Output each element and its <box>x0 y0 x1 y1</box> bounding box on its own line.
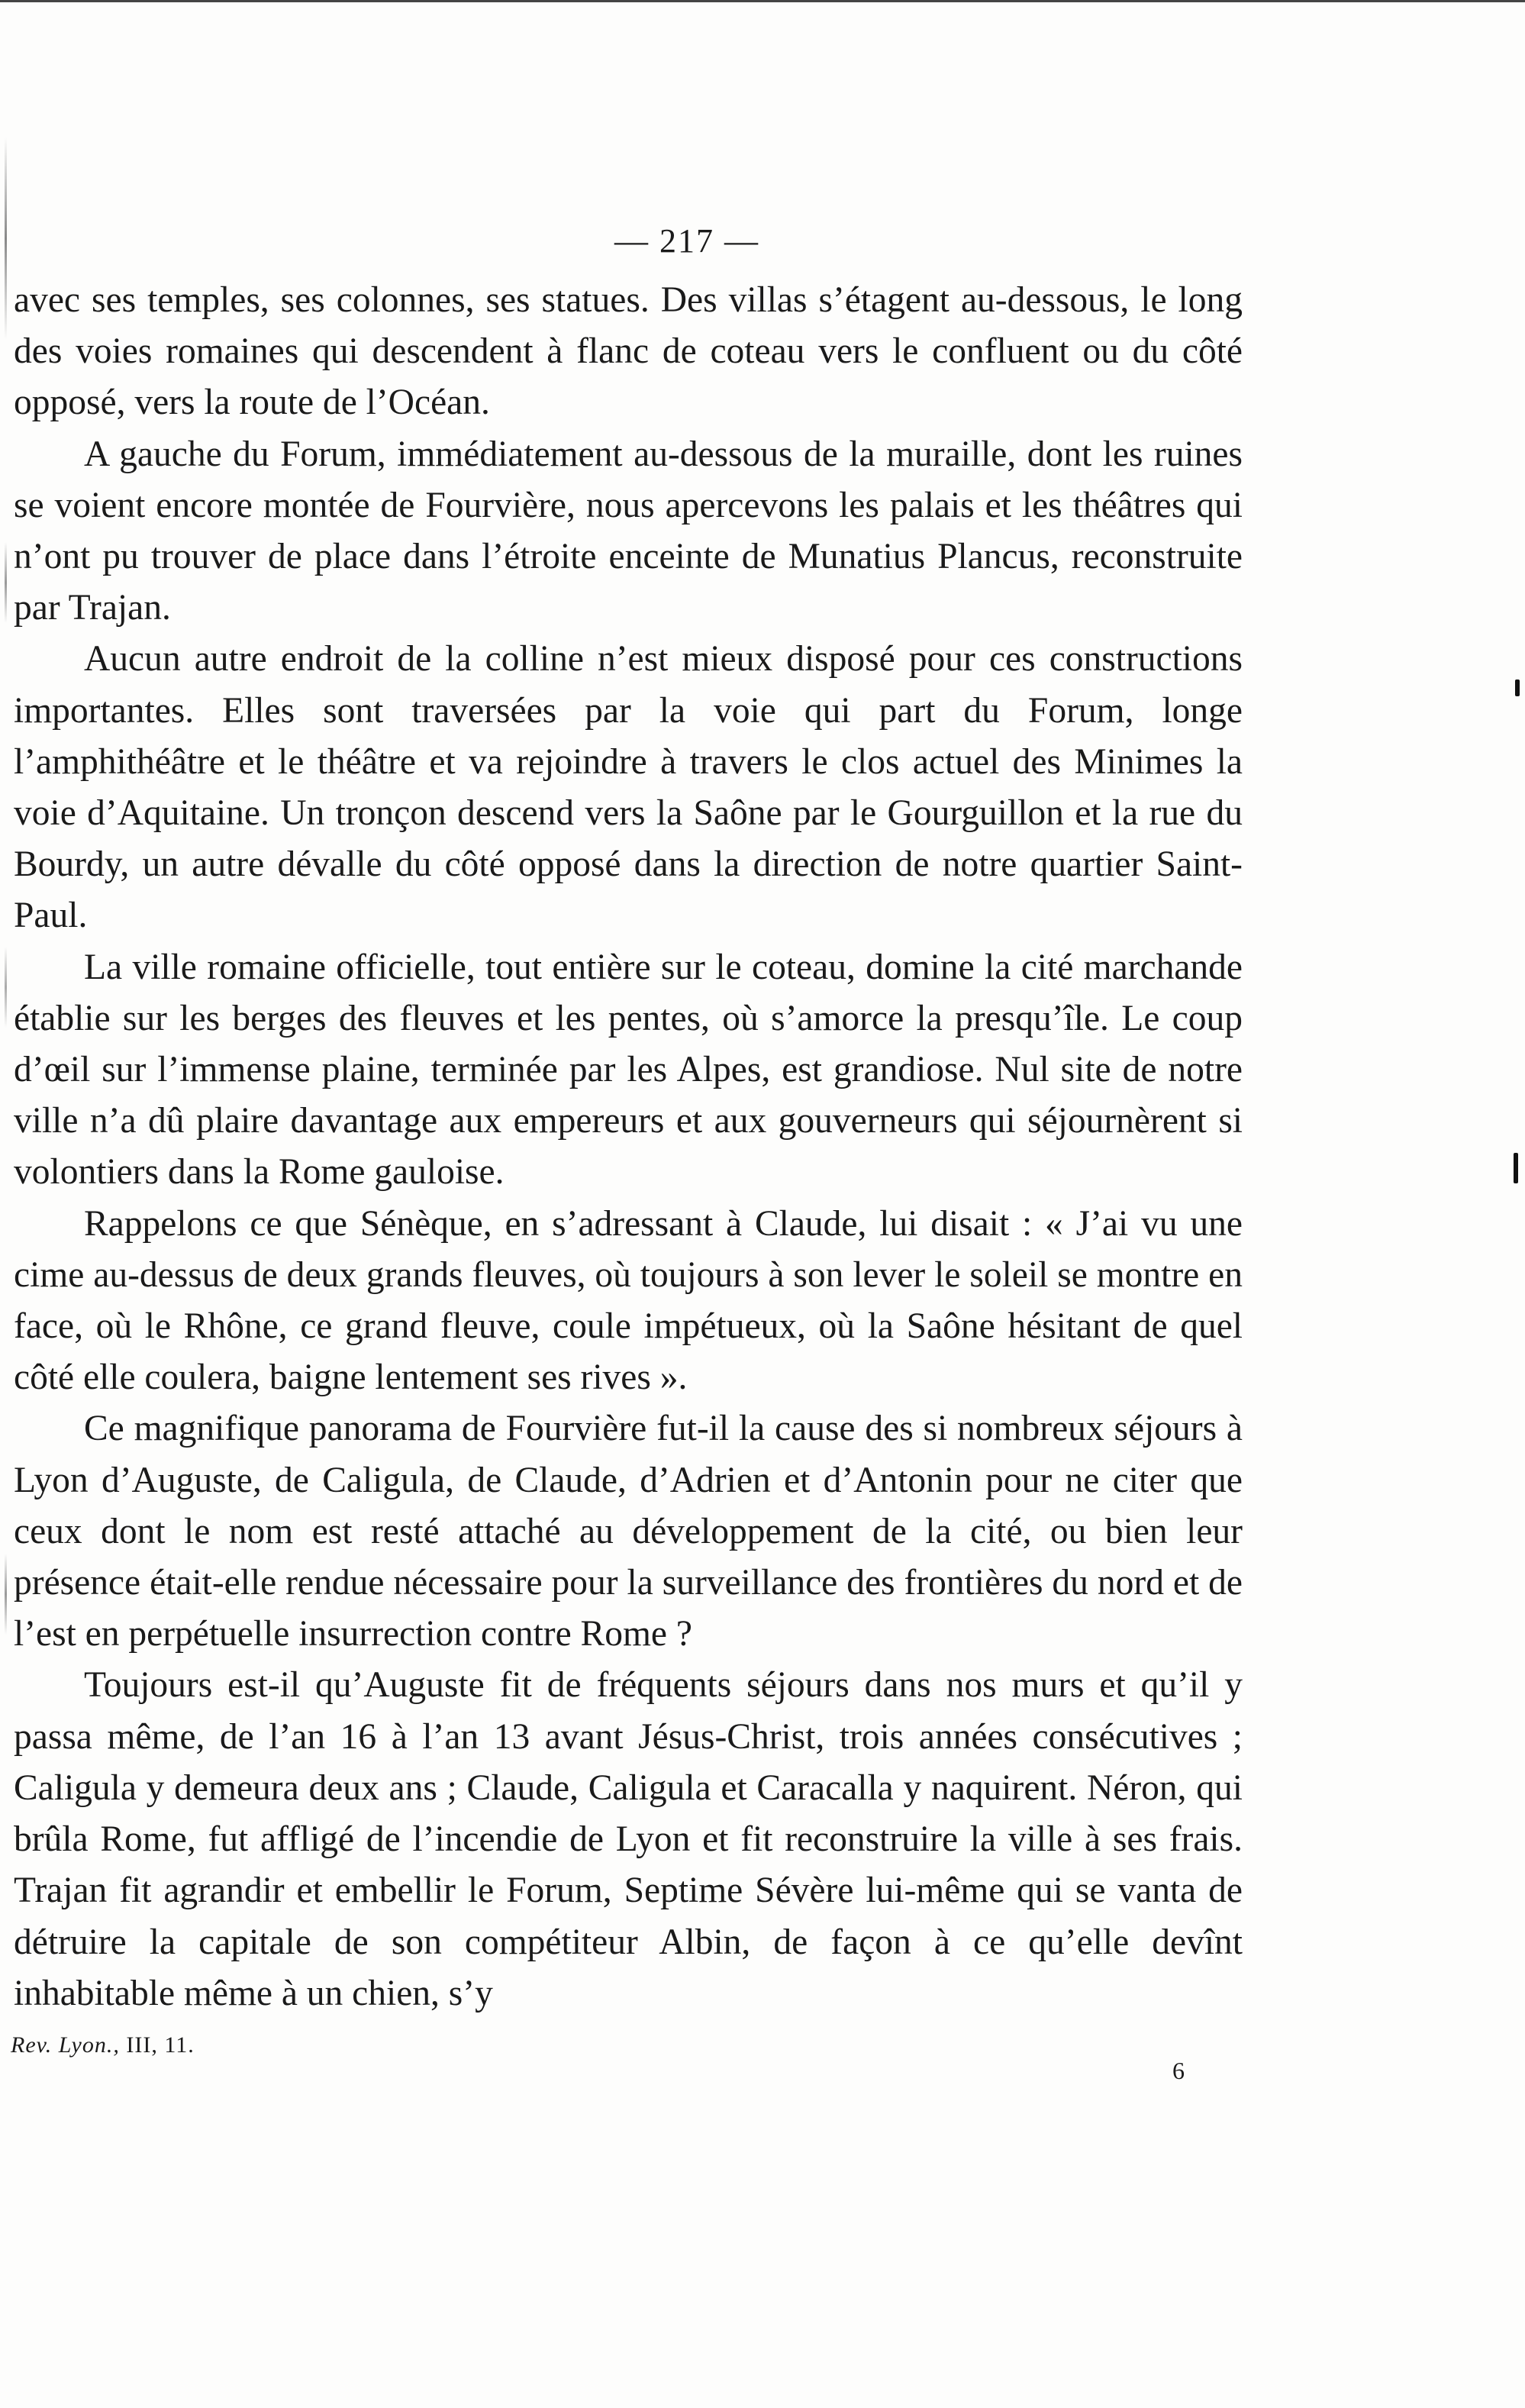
paragraph: Rappelons ce que Sénèque, en s’adressant à Claude, lui disait : « J’ai vu une cime au-dessus de deux grands fleuves, où toujours à son lever le soleil se montre en face, où le Rhône, ce grand fleuve, coule impétueux, où la Saône hésitant de quel côté elle coulera, baigne lentement ses rives ». <box>14 1203 1243 1398</box>
right-margin-mark <box>1514 1153 1518 1183</box>
paragraph: La ville romaine officielle, tout entière sur le coteau, domine la cité marchande établie sur les berges des fleuves et les pentes, où s’amorce la presqu’île. Le coup d’œil sur l’immense plaine, terminée par les Alpes, est grandiose. Nul site de notre ville n’a dû plaire davantage aux empereurs et aux gouverneurs qui séjournèrent si volontiers dans la Rome gauloise. <box>14 947 1243 1193</box>
paragraph: Aucun autre endroit de la colline n’est mieux disposé pour ces constructions importantes. Elles sont traversées par la voie qui part du Forum, longe l’amphithéâtre et le théâtre et va rejoindre à travers le clos actuel des Minimes la voie d’Aquitaine. Un tronçon descend vers la Saône par le Gourguillon et la rue du Bourdy, un autre dévalle du côté opposé dans la direction de notre quartier Saint-Paul. <box>14 639 1243 936</box>
paragraph: Ce magnifique panorama de Fourvière fut-il la cause des si nombreux séjours à Lyon d’Auguste, de Caligula, de Claude, d’Adrien et d’Antonin pour ne citer que ceux dont le nom est resté attaché au développement de la cité, ou bien leur présence était-elle rendue nécessaire pour la surveillance des frontières du nord et de l’est en perpétuelle insurrection contre Rome ? <box>14 1409 1243 1654</box>
page-number: — 217 — <box>614 222 759 260</box>
footer-source <box>11 2032 195 2058</box>
right-margin-mark <box>1515 679 1520 696</box>
top-border-line <box>0 0 1525 7</box>
footer-source-title: Rev. Lyon., <box>11 2032 120 2058</box>
paragraph: avec ses temples, ses colonnes, ses statues. Des villas s’étagent au-dessous, le long des voies romaines qui descendent à flanc de coteau vers le confluent ou du côté opposé, vers la route de l’Océan. <box>14 280 1243 423</box>
paragraph: A gauche du Forum, immédiatement au-dessous de la muraille, dont les ruines se voient encore montée de Fourvière, nous apercevons les palais et les théâtres qui n’ont pu trouver de place dans l’étroite enceinte de Munatius Plancus, reconstruite par Trajan. <box>14 434 1243 628</box>
paragraph: Toujours est-il qu’Auguste fit de fréquents séjours dans nos murs et qu’il y passa même, de l’an 16 à l’an 13 avant Jésus-Christ, trois années consécutives ; Caligula y demeura deux ans ; Claude, Caligula et Caracalla y naquirent. Néron, qui brûla Rome, fut affligé de l’incendie de Lyon et fit reconstruire la ville à ses frais. Trajan fit agrandir et embellir le Forum, Septime Sévère lui-même qui se vanta de détruire la capitale de son compétiteur Albin, de façon à ce qu’elle devînt inhabitable même à un chien, s’y <box>14 1665 1243 2013</box>
footer-source-volume: III, 11. <box>126 2032 195 2058</box>
left-margin-shadow <box>5 137 7 2161</box>
body-text <box>14 275 1243 2019</box>
signature-mark: 6 <box>1172 2057 1185 2084</box>
